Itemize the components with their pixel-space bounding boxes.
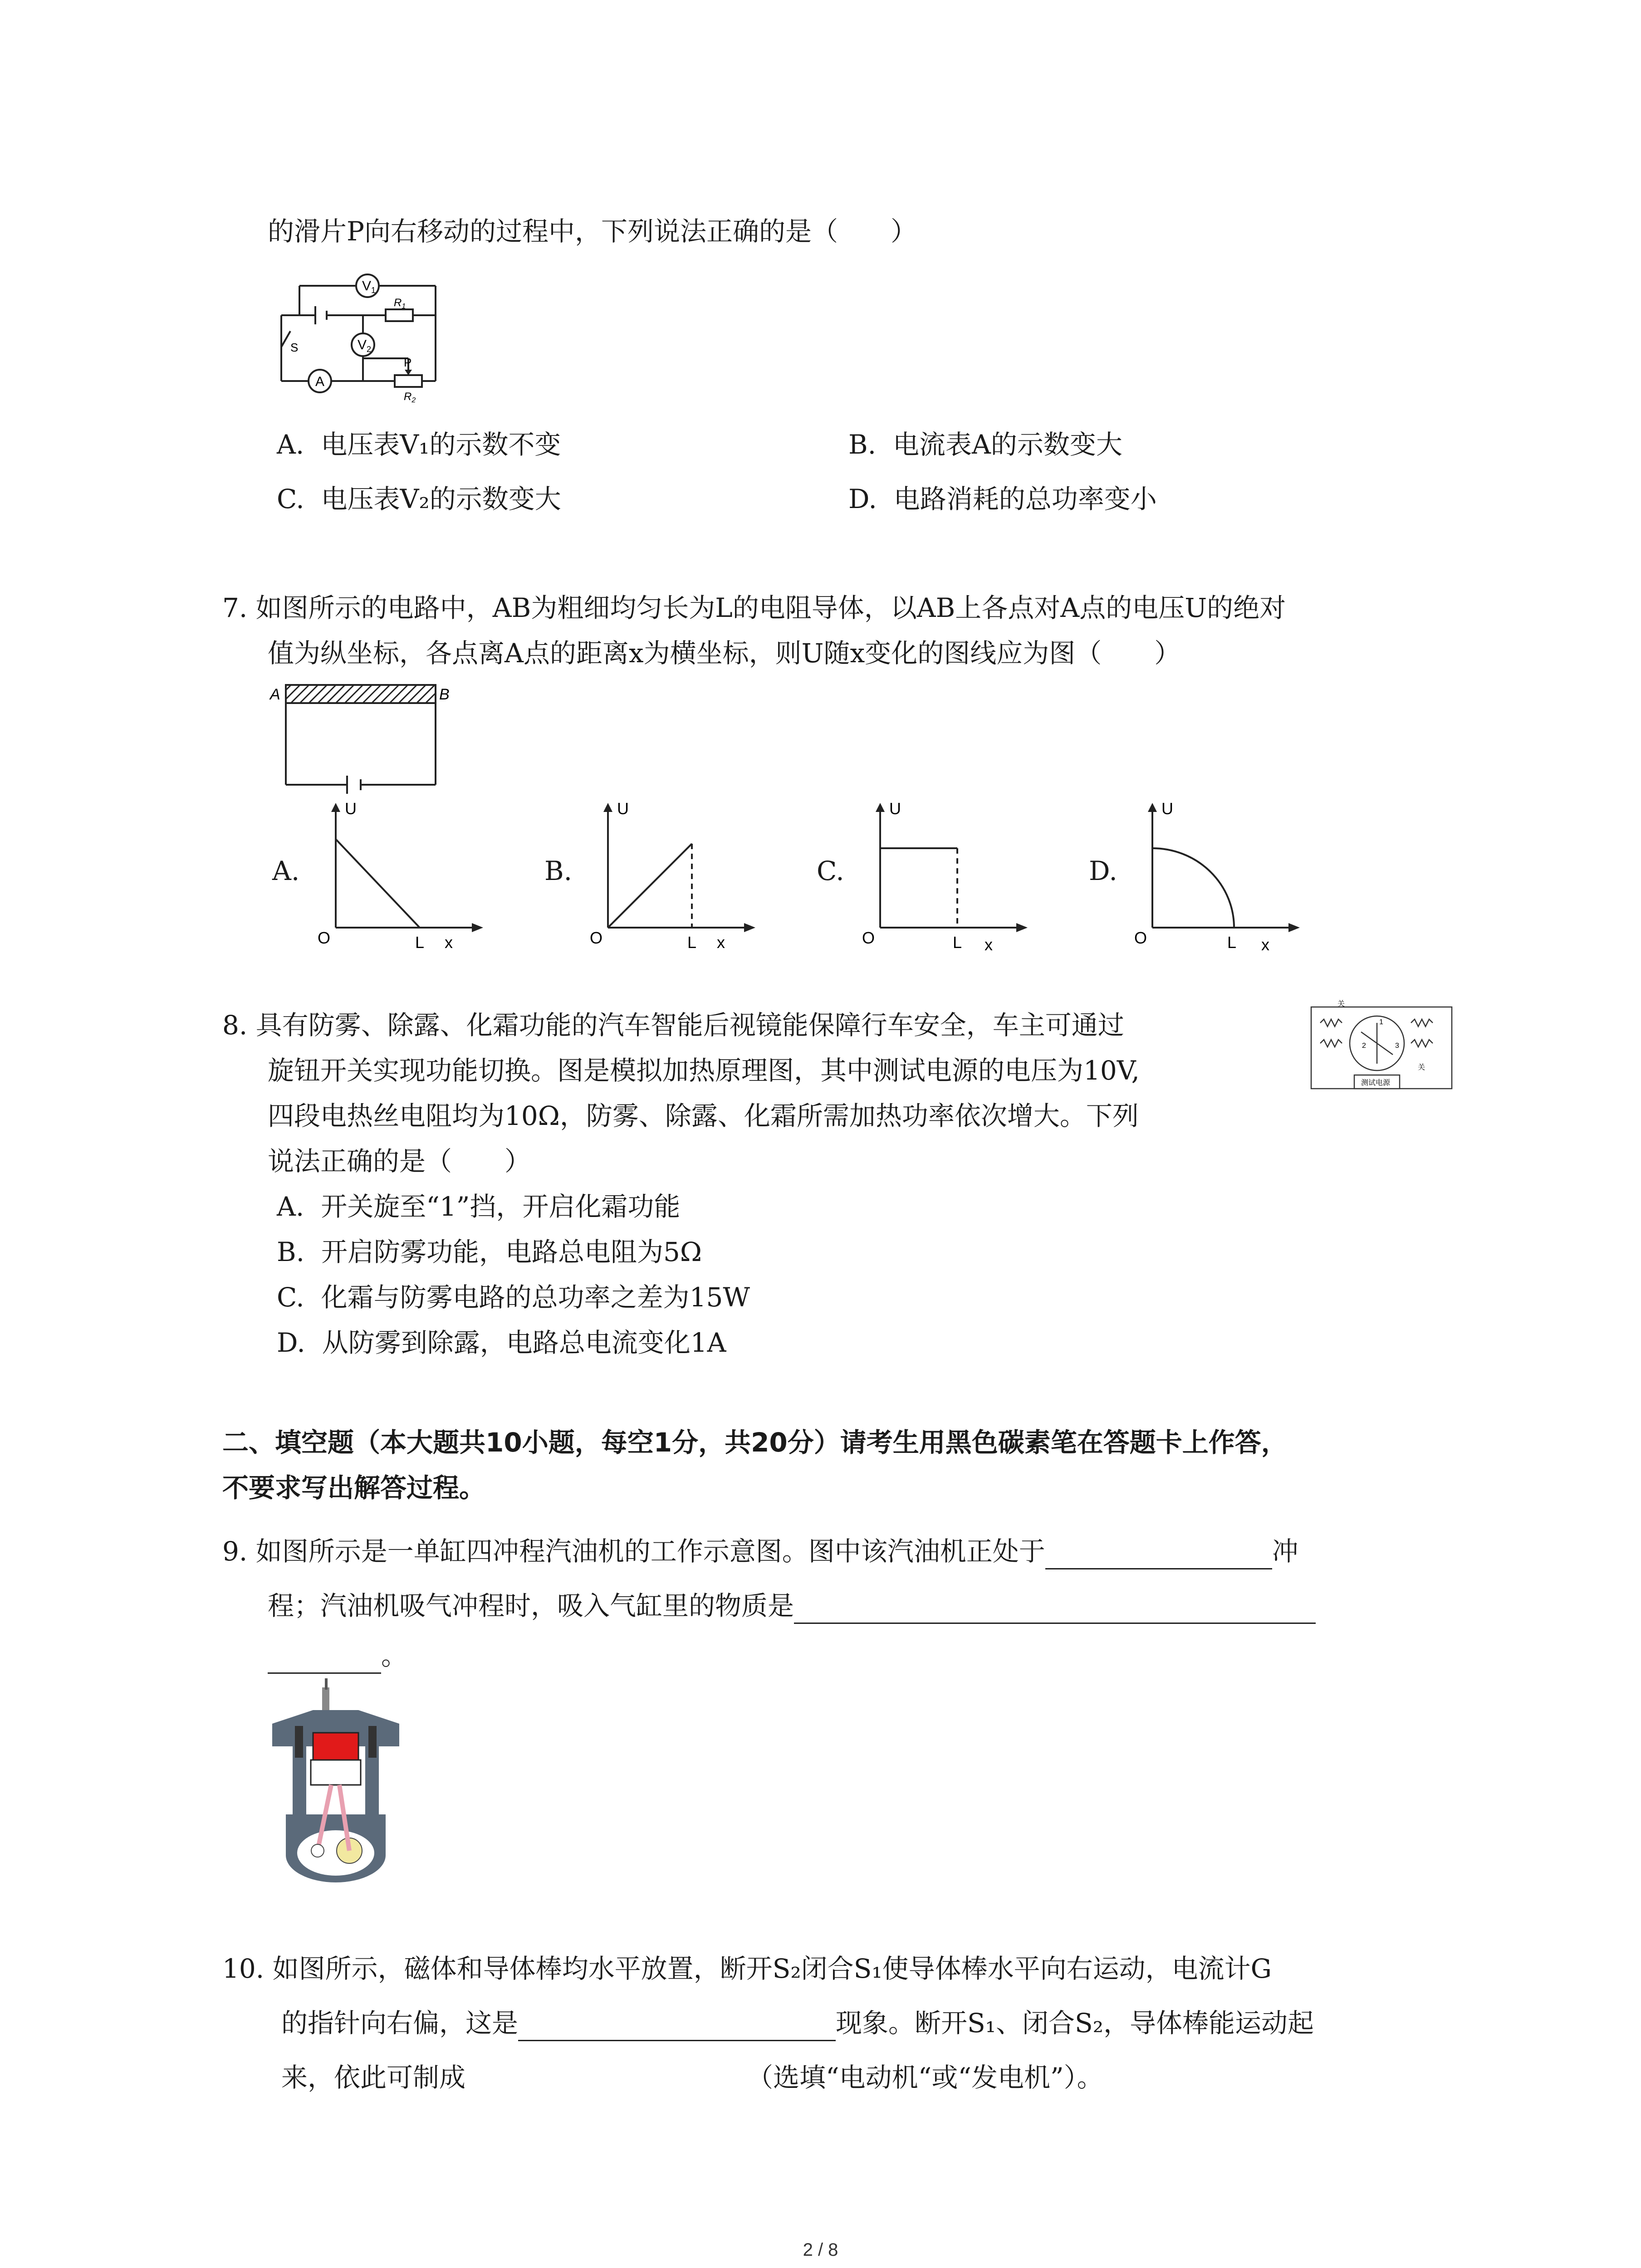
svg-text:O: O [590, 929, 603, 947]
q6-v1-label: $V_1$ [362, 279, 376, 295]
q8-line4: 说法正确的是（ ） [268, 1146, 531, 1177]
q7-circuit-figure [268, 680, 458, 798]
q7-graph-d [1125, 798, 1307, 953]
q10-line3: 来，依此可制成 （选填“电动机“或“发电机”）。 [281, 2062, 1103, 2093]
q9-line3: 。 [268, 1637, 407, 1674]
svg-text:U: U [1161, 799, 1173, 818]
q6-option-d: D. 电路消耗的总功率变小 [848, 484, 1157, 514]
q6-v2-label: $V_2$ [358, 337, 372, 354]
q6-s-label: S [290, 341, 299, 354]
q8-heater-circuit-figure [1307, 998, 1456, 1102]
q9-line2: 程；汽油机吸气冲程时，吸入气缸里的物质是 [268, 1588, 1316, 1624]
section2-heading-line1: 二、填空题（本大题共10小题，每空1分，共20分）请考生用黑色碳素笔在答题卡上作答， [222, 1427, 1288, 1458]
svg-text:关: 关 [1337, 1000, 1345, 1008]
q9-blank-2[interactable] [794, 1595, 1316, 1624]
svg-text:L: L [1227, 933, 1237, 952]
q7-resistor-ab [286, 685, 436, 703]
svg-text:关: 关 [1418, 1064, 1425, 1071]
q8-line3: 四段电热丝电阻均为10Ω，防雾、除露、化霜所需加热功率依次增大。下列 [268, 1100, 1139, 1131]
q7-graph-b [581, 798, 762, 953]
q6-p-label: P [404, 356, 412, 369]
q6-circuit-figure [272, 268, 463, 404]
svg-text:O: O [1134, 929, 1147, 947]
q8-option-b: B. 开启防雾功能，电路总电阻为5Ω [277, 1237, 702, 1267]
q9-blank-1[interactable] [1045, 1541, 1272, 1569]
svg-text:L: L [687, 933, 697, 952]
q9-line1: 9. 如图所示是一单缸四冲程汽油机的工作示意图。图中该汽油机正处于 冲 [222, 1533, 1298, 1569]
q10-line1: 10. 如图所示，磁体和导体棒均水平放置，断开S₂闭合S₁使导体棒水平向右运动，电流计G [222, 1953, 1272, 1984]
svg-text:L: L [415, 933, 425, 952]
q7-line2: 值为纵坐标，各点离A点的距离x为横坐标，则U随x变化的图线应为图（ ） [268, 638, 1181, 669]
svg-text:3: 3 [1395, 1042, 1399, 1050]
q6-a-label: A [315, 374, 325, 389]
svg-text:U: U [345, 799, 357, 818]
svg-text:x: x [717, 933, 725, 952]
q8-option-c: C. 化霜与防雾电路的总功率之差为15W [277, 1282, 750, 1313]
q7-label-a: A [270, 686, 280, 703]
q10-blank-1[interactable] [518, 2013, 836, 2041]
svg-text:x: x [985, 935, 993, 953]
q8-option-a: A. 开关旋至“1”挡，开启化霜功能 [277, 1191, 681, 1222]
q6-option-c: C. 电压表V₂的示数变大 [277, 484, 561, 514]
q8-line2: 旋钮开关实现功能切换。图是模拟加热原理图，其中测试电源的电压为10V, [268, 1055, 1140, 1086]
q7-graph-a [309, 798, 490, 953]
svg-text:2: 2 [1362, 1042, 1366, 1050]
q7-graph-d-letter: D. [1089, 855, 1117, 886]
q9-engine-figure [263, 1678, 408, 1882]
q6-option-b: B. 电流表A的示数变大 [848, 429, 1122, 460]
svg-text:测试电源: 测试电源 [1361, 1079, 1391, 1087]
page-number: 2 / 8 [803, 2240, 838, 2260]
svg-text:O: O [318, 929, 331, 947]
q8-option-d: D. 从防雾到除露，电路总电流变化1A [277, 1327, 726, 1358]
svg-text:x: x [1261, 935, 1269, 953]
q9-blank-2-cont[interactable] [268, 1645, 381, 1674]
q7-line1: 7. 如图所示的电路中，AB为粗细均匀长为L的电阻导体，以AB上各点对A点的电压U的绝对 [222, 592, 1286, 623]
q7-graph-a-letter: A. [272, 855, 300, 886]
q7-label-b: B [439, 686, 450, 703]
svg-text:U: U [617, 799, 629, 818]
svg-text:O: O [862, 929, 875, 947]
svg-text:U: U [889, 799, 901, 818]
svg-text:x: x [445, 933, 453, 952]
section2-heading-line2: 不要求写出解答过程。 [222, 1472, 486, 1503]
q6-r2-label: $R_2$ [404, 391, 416, 404]
q10-line2: 的指针向右偏，这是 现象。断开S₁、闭合S₂，导体棒能运动起 [281, 2005, 1314, 2041]
svg-text:L: L [953, 933, 962, 952]
q6-stem-tail: 的滑片P向右移动的过程中，下列说法正确的是（ ） [268, 216, 917, 247]
q8-line1: 8. 具有防雾、除露、化霜功能的汽车智能后视镜能保障行车安全，车主可通过 [222, 1010, 1124, 1041]
svg-text:1: 1 [1379, 1018, 1383, 1026]
q7-graph-c [853, 798, 1034, 953]
q6-option-a: A. 电压表V₁的示数不变 [277, 429, 561, 460]
q6-r1-label: $R_1$ [394, 297, 406, 310]
q7-graph-b-letter: B. [544, 855, 573, 886]
q7-graph-c-letter: C. [817, 855, 844, 886]
